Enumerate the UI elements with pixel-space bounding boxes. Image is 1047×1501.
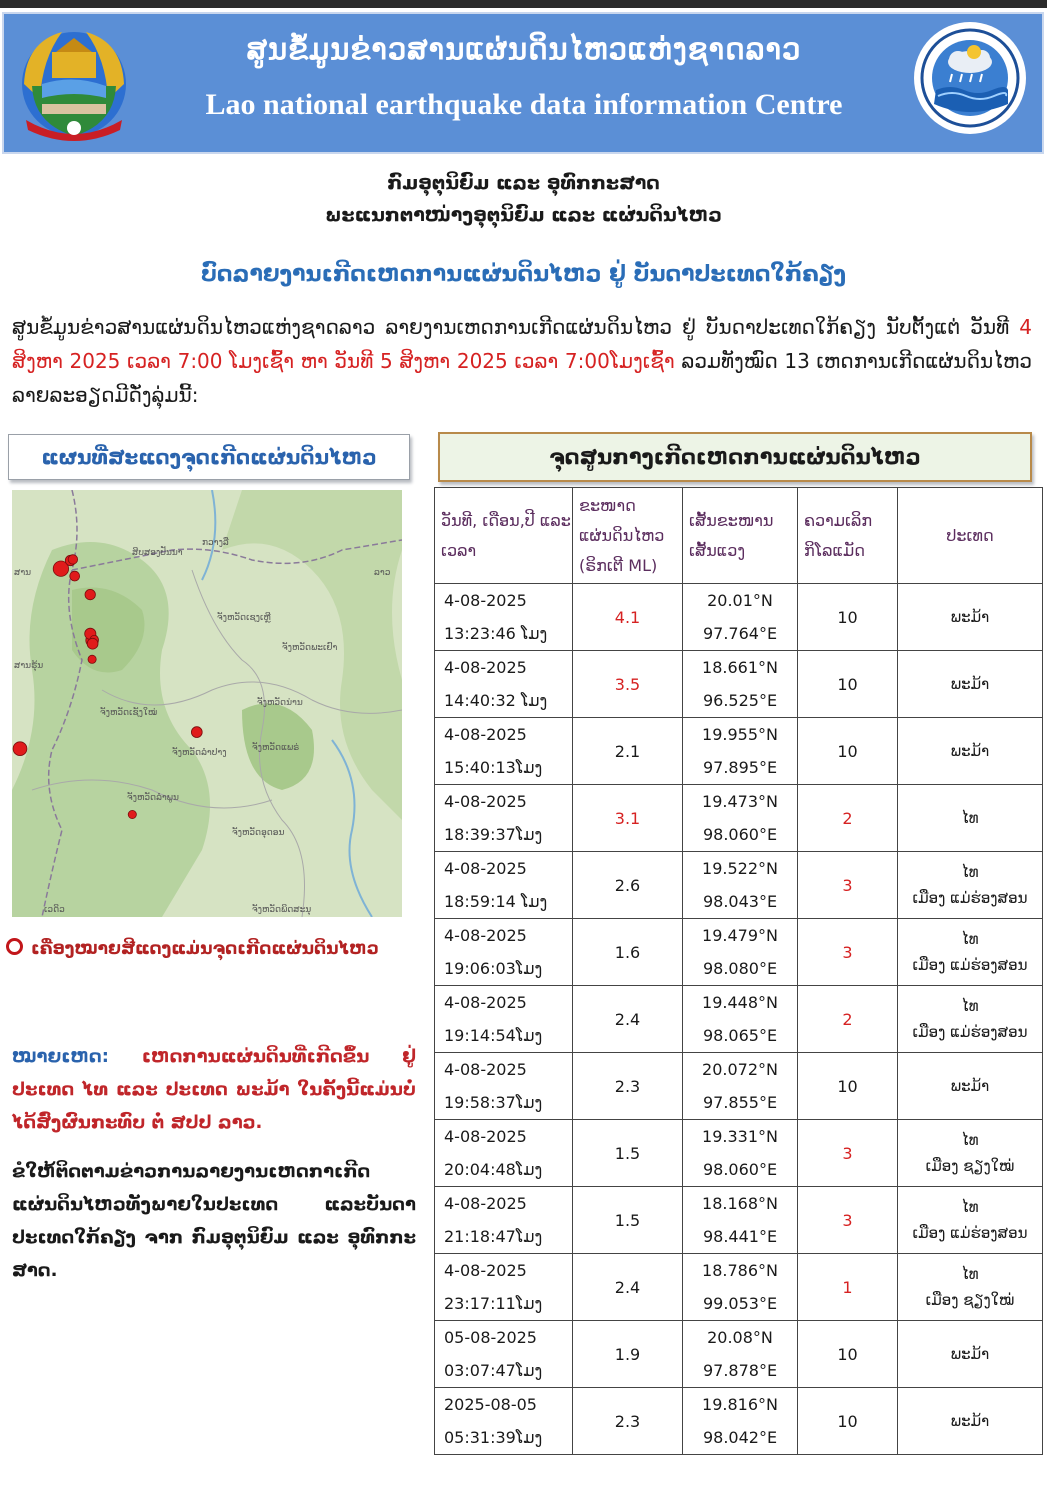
cell-date: 4-08-2025 <box>444 993 527 1012</box>
cell-coordinates <box>683 785 798 852</box>
map-label-c4: ຈັງຫວັດລຳປາງ <box>172 748 227 758</box>
cell-depth: 1 <box>798 1254 898 1321</box>
cell-district: ເມືອງ ແມ່ຮ່ອງສອນ <box>912 956 1028 974</box>
cell-longitude: 98.065°E <box>702 1026 778 1045</box>
cell-country <box>898 852 1043 919</box>
table-row <box>435 1254 1043 1321</box>
table-row <box>435 1053 1043 1120</box>
map-label-left2: ລາວ <box>374 568 391 578</box>
table-row <box>435 785 1043 852</box>
report-title: ບົດລາຍງານເກີດເຫດການແຜ່ນດິນໄຫວ ຢູ່ ບັນດາປະເທດໃກ້ຄຽງ <box>201 262 846 287</box>
cell-time: 13:23:46 ໂມງ <box>444 624 548 643</box>
table-row <box>435 1187 1043 1254</box>
cell-country-name: ໄທ <box>961 863 979 881</box>
cell-longitude: 97.855°E <box>702 1093 778 1112</box>
cell-coordinates <box>683 1388 798 1455</box>
earthquake-marker <box>191 727 202 738</box>
map-label-c6: ຈັງຫວັດແພຣ່ <box>252 743 300 753</box>
cell-country-name: ພະມ້າ <box>950 1345 990 1363</box>
header-magnitude: ຂະໜາດແຜ່ນດິນໄຫວ (ຣິກເຕີ ML) <box>573 488 683 584</box>
cell-latitude: 19.473°N <box>702 792 778 811</box>
cell-longitude: 97.878°E <box>702 1361 778 1380</box>
cell-country-name: ໄທ <box>961 930 979 948</box>
cell-longitude: 98.060°E <box>702 1160 778 1179</box>
cell-coordinates <box>683 1254 798 1321</box>
cell-time: 19:58:37ໂມງ <box>444 1093 543 1112</box>
table-row <box>435 718 1043 785</box>
map-label-c3: ຈັງຫວັດພະເຢົາ <box>282 643 338 653</box>
header-banner <box>2 12 1044 154</box>
table-row <box>435 1388 1043 1455</box>
cell-magnitude: 4.1 <box>573 584 683 651</box>
cell-country-name: ພະມ້າ <box>950 1077 990 1095</box>
cell-depth: 10 <box>798 584 898 651</box>
cell-latitude: 20.01°N <box>707 591 773 610</box>
cell-datetime <box>435 1254 573 1321</box>
header-depth: ຄວາມເລິກ ກິໂລແມັດ <box>798 488 898 584</box>
cell-magnitude: 2.4 <box>573 986 683 1053</box>
cell-time: 15:40:13ໂມງ <box>444 758 543 777</box>
cell-coordinates <box>683 1120 798 1187</box>
cell-latitude: 19.331°N <box>702 1127 778 1146</box>
cell-magnitude: 2.1 <box>573 718 683 785</box>
cell-magnitude: 2.4 <box>573 1254 683 1321</box>
cell-date: 4-08-2025 <box>444 1127 527 1146</box>
cell-datetime <box>435 1321 573 1388</box>
map-legend-text: ເຄື່ອງໝາຍສີແດງແມ່ນຈຸດເກີດແຜ່ນດິນໄຫວ <box>31 939 379 959</box>
map-label-c5: ຈັງຫວັດລຳພູນ <box>127 793 179 803</box>
cell-country-name: ໄທ <box>961 1198 979 1216</box>
cell-district: ເມືອງ ຊຽງໃໝ່ <box>925 1291 1015 1309</box>
cell-magnitude: 1.9 <box>573 1321 683 1388</box>
cell-time: 18:39:37ໂມງ <box>444 825 543 844</box>
cell-coordinates <box>683 852 798 919</box>
cell-country <box>898 1321 1043 1388</box>
cell-date: 4-08-2025 <box>444 1194 527 1213</box>
intro-period: 4 ສິງຫາ 2025 ເວລາ 7:00 ໂມງເຊົ້າ ຫາ ວັນທີ 5 ສິງຫາ 2025 ເວລາ 7:00ໂມງເຊົ້າ <box>12 315 1032 373</box>
cell-country-name: ໄທ <box>961 997 979 1015</box>
cell-magnitude: 2.3 <box>573 1388 683 1455</box>
cell-depth: 10 <box>798 651 898 718</box>
map-label-left1: ສານ <box>14 568 32 578</box>
cell-depth: 10 <box>798 1321 898 1388</box>
table-title: ຈຸດສູນກາງເກີດເຫດການແຜ່ນດິນໄຫວ <box>438 432 1032 482</box>
cell-time: 23:17:11ໂມງ <box>444 1294 543 1313</box>
map-label-top: ສິບສອງປັນນາ <box>132 548 183 558</box>
earthquake-table <box>434 487 1043 1455</box>
cell-datetime <box>435 1053 573 1120</box>
cell-date: 4-08-2025 <box>444 1261 527 1280</box>
cell-date: 4-08-2025 <box>444 859 527 878</box>
cell-date: 4-08-2025 <box>444 792 527 811</box>
cell-time: 14:40:32 ໂມງ <box>444 691 548 710</box>
red-circle-icon <box>6 938 23 955</box>
lao-emblem-icon <box>12 24 136 146</box>
cell-datetime <box>435 718 573 785</box>
cell-latitude: 19.448°N <box>702 993 778 1012</box>
intro-paragraph <box>12 310 1032 412</box>
cell-time: 18:59:14 ໂມງ <box>444 892 548 911</box>
cell-coordinates <box>683 584 798 651</box>
cell-depth: 3 <box>798 852 898 919</box>
cell-country <box>898 1254 1043 1321</box>
cell-country <box>898 718 1043 785</box>
cell-latitude: 19.955°N <box>702 725 778 744</box>
cell-district: ເມືອງ ແມ່ຮ່ອງສອນ <box>912 1224 1028 1242</box>
note-text: ເຫດການແຜ່ນດິນທີ່ເກີດຂຶ້ນ ຢູ່ ປະເທດ ໄທ ແລະ ປະເທດ ພະມ້າ ໃນຄັ້ງນີ້ແມ່ນບໍ່ໄດ້ສົ່ງຜົນກະທົບ ຕໍ່ ສປປ ລາວ. <box>12 1046 416 1133</box>
cell-coordinates <box>683 1053 798 1120</box>
cell-country <box>898 651 1043 718</box>
cell-country <box>898 584 1043 651</box>
cell-magnitude: 2.3 <box>573 1053 683 1120</box>
cell-datetime <box>435 785 573 852</box>
earthquake-marker <box>128 810 136 818</box>
cell-country <box>898 919 1043 986</box>
cell-country-name: ພະມ້າ <box>950 1412 990 1430</box>
cell-magnitude: 3.5 <box>573 651 683 718</box>
top-bar <box>0 0 1047 8</box>
table-header-row <box>435 488 1043 584</box>
map-label-c9: ຈັງຫວັດພິດສະນຸ <box>252 905 312 915</box>
map-label-left3: ສານຮຸ້ນ <box>14 661 44 671</box>
cell-magnitude: 1.6 <box>573 919 683 986</box>
cell-date: 4-08-2025 <box>444 725 527 744</box>
map-label-top2: ກວາງລື <box>202 538 229 548</box>
earthquake-map <box>12 490 402 917</box>
cell-longitude: 98.060°E <box>702 825 778 844</box>
table-row <box>435 986 1043 1053</box>
ministry-line-1: ກົມອຸຕຸນິຍົມ ແລະ ອຸທົກກະສາດ <box>387 172 660 194</box>
cell-latitude: 20.072°N <box>702 1060 778 1079</box>
cell-time: 05:31:39ໂມງ <box>444 1428 543 1447</box>
header-english-title: Lao national earthquake data information Centre <box>205 88 843 121</box>
cell-latitude: 18.786°N <box>702 1261 778 1280</box>
ministry-line-2: ພະແນກຕາໜ່າງອຸຕຸນິຍົມ ແລະ ແຜ່ນດິນໄຫວ <box>325 204 722 226</box>
cell-district: ເມືອງ ແມ່ຮ່ອງສອນ <box>912 1023 1028 1041</box>
earthquake-marker <box>70 571 80 581</box>
cell-datetime <box>435 852 573 919</box>
table-row <box>435 1321 1043 1388</box>
earthquake-marker <box>13 742 27 756</box>
cell-longitude: 97.895°E <box>702 758 778 777</box>
cell-datetime <box>435 919 573 986</box>
cell-coordinates <box>683 718 798 785</box>
map-label-c7: ຈັງຫວັດນ່ານ <box>257 698 303 708</box>
map-label-c1: ຈັງຫວັດເຊງເຫຼີ <box>217 613 271 623</box>
map-label-c2: ຈັງຫວັດເຊັງໃໝ່ <box>100 708 158 718</box>
header-country: ປະເທດ <box>898 488 1043 584</box>
cell-country-name: ພະມ້າ <box>950 675 990 693</box>
earthquake-marker <box>87 638 98 649</box>
earthquake-marker <box>88 655 96 663</box>
cell-district: ເມືອງ ຊຽງໃໝ່ <box>925 1157 1015 1175</box>
note-paragraph <box>12 1040 416 1139</box>
cell-time: 21:18:47ໂມງ <box>444 1227 543 1246</box>
cell-date: 4-08-2025 <box>444 658 527 677</box>
cell-datetime <box>435 651 573 718</box>
cell-country <box>898 1187 1043 1254</box>
cell-depth: 3 <box>798 1187 898 1254</box>
cell-country <box>898 1388 1043 1455</box>
cell-depth: 10 <box>798 1388 898 1455</box>
cell-coordinates <box>683 651 798 718</box>
cell-latitude: 20.08°N <box>707 1328 773 1347</box>
cell-country-name: ໄທ <box>961 1131 979 1149</box>
cell-date: 4-08-2025 <box>444 926 527 945</box>
cell-coordinates <box>683 1187 798 1254</box>
follow-paragraph: ຂໍໃຫ້ຕິດຕາມຂ່າວການລາຍງານເຫດກາເກີດແຜ່ນດິນໄຫວທັງພາຍໃນປະເທດ ແລະບັນດາປະເທດໃກ້ຄຽງ ຈາກ ກົມອຸຕຸນິຍົມ ແລະ ອຸທົກກະສາດ. <box>12 1161 416 1281</box>
cell-country <box>898 1120 1043 1187</box>
cell-date: 4-08-2025 <box>444 591 527 610</box>
cell-depth: 3 <box>798 919 898 986</box>
cell-depth: 10 <box>798 1053 898 1120</box>
cell-date: 2025-08-05 <box>444 1395 537 1414</box>
cell-datetime <box>435 1388 573 1455</box>
cell-coordinates <box>683 919 798 986</box>
cell-magnitude: 3.1 <box>573 785 683 852</box>
map-legend <box>6 938 379 959</box>
header-coords: ເສັ້ນຂະໜານ ເສັ້ນແວງ <box>683 488 798 584</box>
intro-text-2: ລວມທັງໝົດ 13 ເຫດການເກີດແຜ່ນດິນໄຫວ ລາຍລະອຽດມີດັ່ງລຸ່ມນີ້: <box>12 349 1032 407</box>
map-label-c10: ເວດິວ <box>44 905 65 915</box>
cell-time: 19:06:03ໂມງ <box>444 959 543 978</box>
cell-depth: 3 <box>798 1120 898 1187</box>
table-row <box>435 1120 1043 1187</box>
cell-magnitude: 1.5 <box>573 1187 683 1254</box>
cell-country-name: ພະມ້າ <box>950 742 990 760</box>
cell-datetime <box>435 1120 573 1187</box>
cell-country <box>898 986 1043 1053</box>
earthquake-marker <box>85 589 95 599</box>
cell-longitude: 98.080°E <box>702 959 778 978</box>
cell-country <box>898 1053 1043 1120</box>
cell-latitude: 19.816°N <box>702 1395 778 1414</box>
cell-date: 4-08-2025 <box>444 1060 527 1079</box>
cell-longitude: 97.764°E <box>702 624 778 643</box>
note-label: ໝາຍເຫດ: <box>12 1046 109 1067</box>
cell-longitude: 99.053°E <box>702 1294 778 1313</box>
table-row <box>435 584 1043 651</box>
table-row <box>435 919 1043 986</box>
cell-country <box>898 785 1043 852</box>
cell-datetime <box>435 584 573 651</box>
cell-coordinates <box>683 986 798 1053</box>
cell-depth: 10 <box>798 718 898 785</box>
cell-latitude: 19.479°N <box>702 926 778 945</box>
intro-text-1: ສູນຂໍ້ມູນຂ່າວສານແຜ່ນດິນໄຫວແຫ່ງຊາດລາວ ລາຍງານເຫດການເກີດແຜ່ນດິນໄຫວ ຢູ່ ບັນດາປະເທດໃກ້ຄຽງ ນັບຕັ້ງແຕ່ ວັນທີ <box>12 315 1020 339</box>
cell-latitude: 18.661°N <box>702 658 778 677</box>
map-title: ແຜນທີ່ສະແດງຈຸດເກີດແຜ່ນດິນໄຫວ <box>8 434 410 480</box>
cell-country-name: ໄທ <box>961 809 979 827</box>
cell-country-name: ພະມ້າ <box>950 608 990 626</box>
cell-time: 20:04:48ໂມງ <box>444 1160 543 1179</box>
cell-longitude: 98.441°E <box>702 1227 778 1246</box>
cell-longitude: 96.525°E <box>702 691 778 710</box>
header-date: ວັນທີ, ເດືອນ,ປີ ແລະ ເວລາ <box>435 488 573 584</box>
earthquake-marker <box>68 555 77 564</box>
cell-time: 03:07:47ໂມງ <box>444 1361 543 1380</box>
table-row <box>435 651 1043 718</box>
cell-magnitude: 2.6 <box>573 852 683 919</box>
cell-country-name: ໄທ <box>961 1265 979 1283</box>
cell-depth: 2 <box>798 986 898 1053</box>
cell-depth: 2 <box>798 785 898 852</box>
cell-district: ເມືອງ ແມ່ຮ່ອງສອນ <box>912 889 1028 907</box>
cell-datetime <box>435 1187 573 1254</box>
cell-datetime <box>435 986 573 1053</box>
cell-latitude: 19.522°N <box>702 859 778 878</box>
cell-longitude: 98.042°E <box>702 1428 778 1447</box>
cell-time: 19:14:54ໂມງ <box>444 1026 543 1045</box>
table-row <box>435 852 1043 919</box>
cell-latitude: 18.168°N <box>702 1194 778 1213</box>
dmh-logo-icon <box>912 20 1028 136</box>
cell-magnitude: 1.5 <box>573 1120 683 1187</box>
cell-longitude: 98.043°E <box>702 892 778 911</box>
map-label-c8: ຈັງຫວັດອຸດອນ <box>232 828 285 838</box>
cell-date: 05-08-2025 <box>444 1328 537 1347</box>
header-lao-title: ສູນຂໍ້ມູນຂ່າວສານແຜ່ນດິນໄຫວແຫ່ງຊາດລາວ <box>246 32 802 66</box>
cell-coordinates <box>683 1321 798 1388</box>
